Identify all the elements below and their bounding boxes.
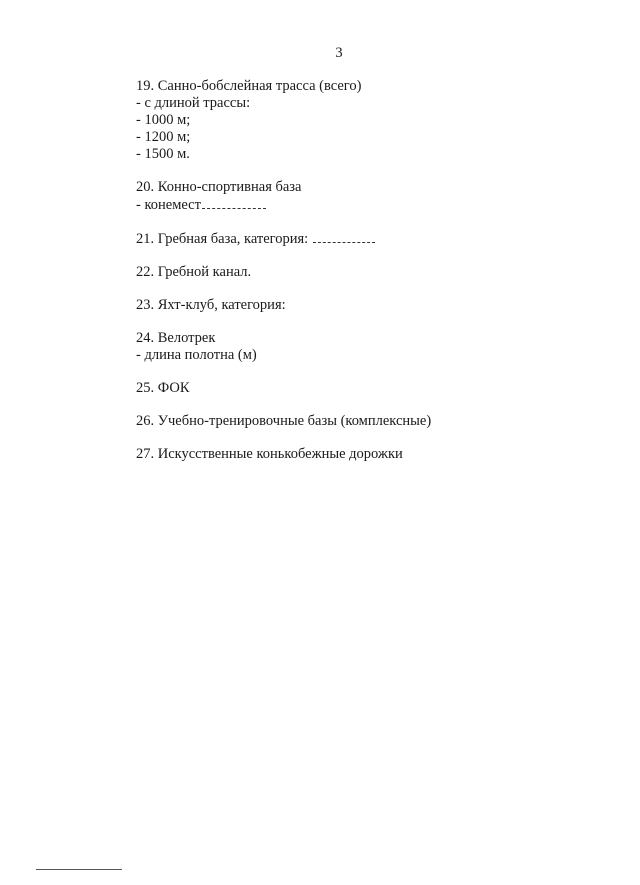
section-title: 26. Учебно-тренировочные базы (комплексные) [136,413,432,429]
section-20 [136,179,596,214]
section-22 [136,264,596,281]
list-item: - 1200 м; [136,129,191,145]
list-item: - с длиной трассы: [136,95,251,111]
section-title: 24. Велотрек [136,330,216,346]
section-26 [136,413,596,430]
fill-in-blank [202,196,266,209]
section-24 [136,330,596,364]
section-27 [136,446,596,463]
fill-in-blank [313,230,375,243]
list-item [136,196,596,214]
list-item: - 1000 м; [136,112,191,128]
section-23 [136,297,596,314]
section-title: 22. Гребной канал. [136,264,252,280]
section-title: 21. Гребная база, категория: [136,231,309,247]
section-21 [136,230,596,248]
section-25 [136,380,596,397]
page-number: 3 [335,45,343,61]
list-item: - длина полотна (м) [136,347,257,363]
section-title-row [136,230,596,248]
section-title: 19. Санно-бобслейная трасса (всего) [136,78,362,94]
section-title: 23. Яхт-клуб, категория: [136,297,286,313]
footnote-separator [36,869,122,870]
section-title: 25. ФОК [136,380,190,396]
section-title: 20. Конно-спортивная база [136,179,302,195]
list-item: - 1500 м. [136,146,190,162]
section-19 [136,78,596,163]
section-title: 27. Искусственные конькобежные дорожки [136,446,403,462]
document-body [136,78,596,463]
list-item-label: - конемест [136,197,201,213]
